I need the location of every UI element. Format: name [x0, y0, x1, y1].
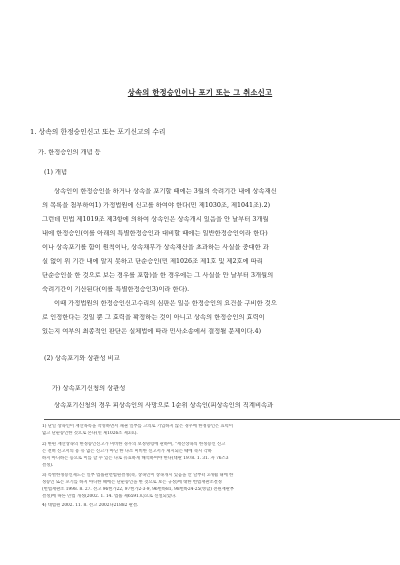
footnote-line: 없고 단순승인한 것으로 본다(민 제1026조 제3호). — [42, 431, 138, 436]
body-line: 숙려기간이 기산된다(이를 특별한정승인3)이라 한다). — [42, 286, 190, 293]
body-line: 상속포기신청의 경우 피상속인의 사망으로 1순위 상속인(피상속인의 직계비속과 — [54, 402, 274, 409]
body-line: 단순승인을 한 것으로 보는 경우를 포함)을 한 경우에는 그 사실을 안 날부터 3개월의 — [42, 272, 274, 279]
body-line: 그런데 민법 제1019조 제3항에 의하여 상속인은 상속개시 있음을 안 날부터 3개월 — [42, 216, 269, 223]
footnote-divider — [44, 419, 400, 420]
body-line: 의 목록을 첨부하여1) 가정법원에 신고를 하여야 한다(민 제1030조, 제1041조).2) — [42, 202, 271, 209]
body-line: 상속인이 한정승인을 하거나 상속을 포기할 때에는 3월의 숙려기간 내에 상속재신 — [54, 188, 277, 195]
item-heading-2: (2) 상속포기와 상관성 비교 — [44, 355, 120, 362]
body-line: 이나 상속포기를 함이 원칙이나, 상속채무가 상속재산을 초과하는 사실을 중대한 과 — [42, 244, 269, 251]
title-block — [0, 80, 400, 99]
body-line: 실 없이 위 기간 내에 알지 못하고 단순승인(민 제1026조 제1호 및 제2호에 따리 — [42, 258, 263, 265]
body-line: 있는지 여부의 최종적인 판단은 실체법에 따라 민사소송에서 결정될 문제이다.4) — [42, 328, 262, 335]
footnote-line: 결정)에 따른 민법 개정(2002. 1. 14. 법률 제6591호)으로 신설되었다. — [42, 494, 177, 499]
footnote-line: 는 전혀 신고서의 용 유 없는 신고가 아닌 한 다소 미비한 신고서가 제시되는 때에 즉시 각하 — [42, 449, 212, 454]
footnote-line: 2) 한편 재산상속의 한정승인신고가 미비한 경우의 보정명령에 관하여, "재산상속의 한정승인 신고 — [42, 442, 226, 447]
footnote-line: 하지 아니하는 등으로 이를 할 수 있는 다로 유효하게 해석하여야 한다(대판 1978. 1. 31. 자 76스3 — [42, 456, 229, 461]
section-heading-1: 1. 상속의 한정승인신고 또는 포기신고의 수리 — [30, 128, 166, 136]
footnote-line: 1) 단일 상속인이 재산목록을 작성하면서 채권 일부를 고의로 기입하지 않은 경우에 한정승인은 효력이 — [42, 424, 233, 429]
footnote-line: 정승인 또는 포기를 하지 아니한 때에는 단순승인을 한 것으로 보는 규정)에 대한 헌법재판소결정 — [42, 480, 222, 485]
body-line: 내에 한정승인(이를 아래의 특별한정승인과 대비할 때에는 일반한정승인이라 한다) — [42, 230, 268, 237]
body-line: 이때 가정법원의 한정승인신고수리의 심판은 일응 한정승인의 요건을 구비한 것으 — [54, 300, 277, 307]
footnote-line: 3) 특별한정승인제도는 일부 법률관련법원결정(즉, 상속인이 상속개시 있음을 안 날부터 3개월 내에 한 — [42, 473, 234, 478]
body-line: 로 인정한다는 것일 뿐 그 효력을 확정하는 것이 아니고 상속의 한정승인의 효력이 — [42, 314, 265, 321]
footnote-line: 4) 대법원 2002. 11. 8. 선고 2002다21882 판결. — [42, 503, 139, 508]
subheading-ga: 가. 한정승인의 개념 등 — [38, 149, 101, 156]
item-heading-1: (1) 개념 — [44, 169, 68, 176]
footnote-line: 결정). — [42, 463, 54, 468]
subheading-ga2: 가) 상속포기신청의 상관성 — [52, 385, 126, 392]
footnote-line: (헌법재판소 1998. 8. 27. 선고 96헌가22, 97헌가2·3·9, 96헌바81, 98헌바24·25(병합) 전원재판부 — [42, 487, 235, 492]
document-title: 상속의 한정승인이나 포기 또는 그 취소신고 — [127, 88, 273, 97]
